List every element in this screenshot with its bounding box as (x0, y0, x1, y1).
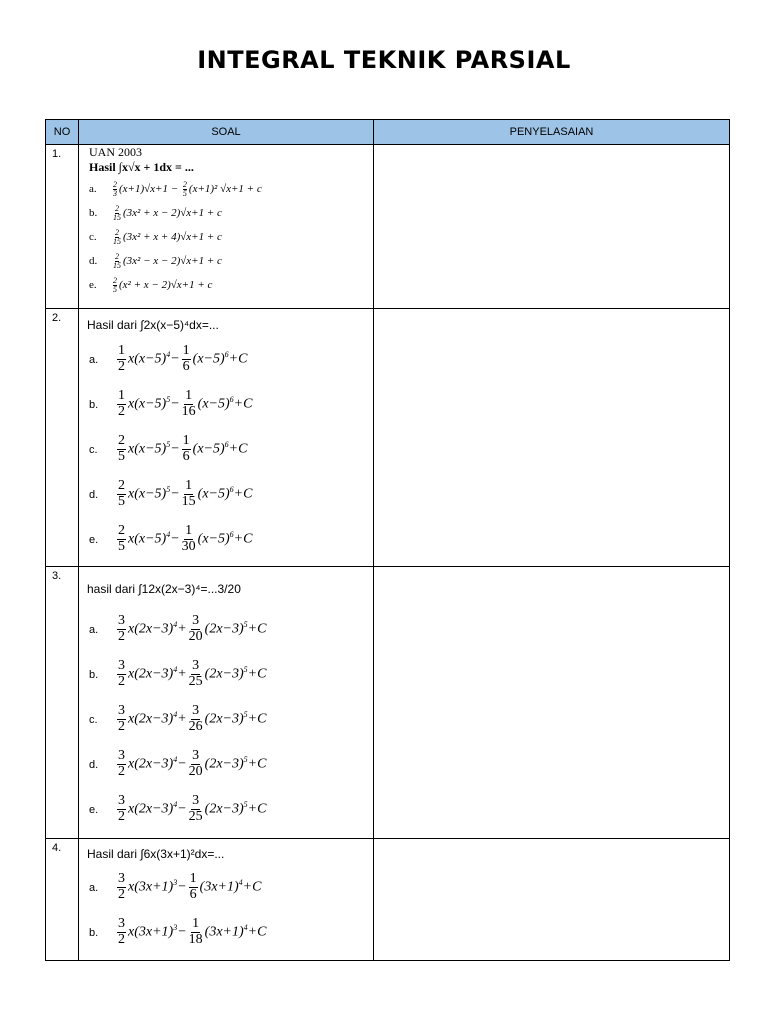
option-e: e. $\frac{2}{5}$ (x² + x − 2)√x+1 + c (89, 275, 213, 294)
option-b: b. $\frac{3}{2}$ $x(3x+1)^3-$ $\frac{1}{18}$ $(3x+1)^4+C$ (89, 916, 267, 947)
option-b: b. $\frac{3}{2}$ $x(2x-3)^4+$ $\frac{3}{25}$ $(2x-3)^5+C$ (89, 658, 267, 689)
question-cell (79, 145, 374, 309)
question-stem: Hasil ∫x√x + 1dx = ... (89, 160, 194, 174)
table-header-row (46, 120, 730, 145)
row-number: 2. (46, 309, 79, 567)
question-stem: Hasil dari ∫6x(3x+1)²dx=... (87, 847, 225, 861)
table-row (46, 839, 730, 961)
option-b: b. $\frac{2}{15}$ (3x² + x − 2)√x+1 + c (89, 203, 222, 222)
row-number: 4. (46, 839, 79, 961)
answer-cell[interactable] (374, 309, 730, 567)
option-a: a. $\frac{3}{2}$ $x(2x-3)^4+$ $\frac{3}{20}$ $(2x-3)^5+C$ (89, 613, 267, 644)
question-cell (79, 839, 374, 961)
option-a: a. $\frac{2}{3}$ (x+1)√x+1 − $\frac{2}{5}$ (x+1)² √x+1 + c (89, 179, 262, 198)
option-d: d. $\frac{2}{5}$ $x(x-5)^5-$ $\frac{1}{15}$ $(x-5)^6+C$ (89, 478, 253, 509)
option-e: e. $\frac{2}{5}$ $x(x-5)^4-$ $\frac{1}{30}$ $(x-5)^6+C$ (89, 523, 253, 554)
question-stem: Hasil dari ∫2x(x−5)⁴dx=... (87, 318, 219, 332)
answer-cell[interactable] (374, 567, 730, 839)
row-number: 3. (46, 567, 79, 839)
header-soal: SOAL (79, 120, 374, 145)
table-row (46, 145, 730, 309)
option-d: d. $\frac{3}{2}$ $x(2x-3)^4-$ $\frac{3}{20}$ $(2x-3)^5+C$ (89, 748, 267, 779)
header-penyelesaian: PENYELASAIAN (374, 120, 730, 145)
option-e: e. $\frac{3}{2}$ $x(2x-3)^4-$ $\frac{3}{25}$ $(2x-3)^5+C$ (89, 793, 267, 824)
question-cell (79, 567, 374, 839)
question-cell (79, 309, 374, 567)
header-no: NO (46, 120, 79, 145)
option-c: c. $\frac{3}{2}$ $x(2x-3)^4+$ $\frac{3}{26}$ $(2x-3)^5+C$ (89, 703, 267, 734)
answer-cell[interactable] (374, 839, 730, 961)
table-row (46, 309, 730, 567)
table-row (46, 567, 730, 839)
option-d: d. $\frac{2}{15}$ (3x² − x − 2)√x+1 + c (89, 251, 222, 270)
page-title: INTEGRAL TEKNIK PARSIAL (197, 46, 571, 74)
question-stem: hasil dari ∫12x(2x−3)⁴=...3/20 (87, 582, 241, 596)
question-source: UAN 2003 (89, 145, 142, 159)
option-a: a. $\frac{1}{2}$ $x(x-5)^4-$ $\frac{1}{6}$ $(x-5)^6+C$ (89, 343, 248, 374)
option-c: c. $\frac{2}{15}$ (3x² + x + 4)√x+1 + c (89, 227, 222, 246)
answer-cell[interactable] (374, 145, 730, 309)
option-c: c. $\frac{2}{5}$ $x(x-5)^5-$ $\frac{1}{6}$ $(x-5)^6+C$ (89, 433, 248, 464)
option-b: b. $\frac{1}{2}$ $x(x-5)^5-$ $\frac{1}{16}$ $(x-5)^6+C$ (89, 388, 253, 419)
question-table (45, 119, 730, 961)
option-a: a. $\frac{3}{2}$ $x(3x+1)^3-$ $\frac{1}{6}$ $(3x+1)^4+C$ (89, 871, 262, 902)
row-number: 1. (46, 145, 79, 309)
